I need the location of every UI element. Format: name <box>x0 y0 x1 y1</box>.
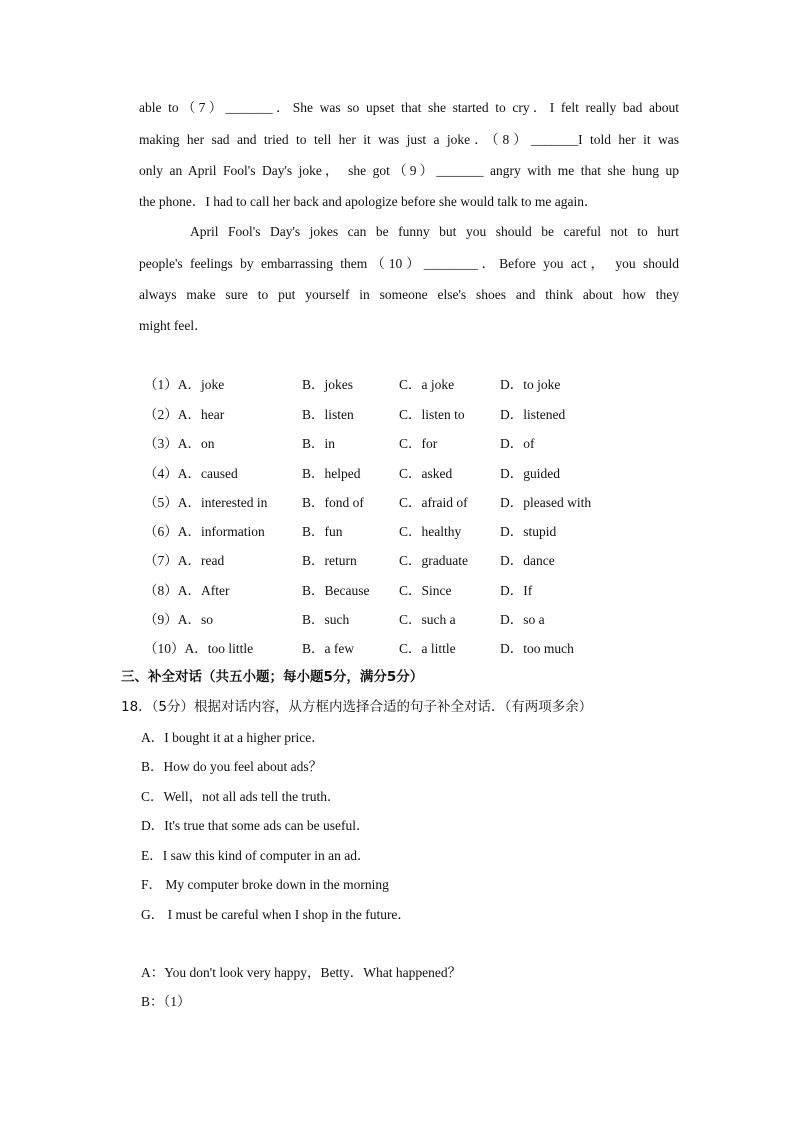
passage-line: people's feelings by embarrassing them（10）________．Before you act， you should <box>139 256 679 271</box>
passage-line: always make sure to put yourself in someone else's shoes and think about how they <box>139 287 679 302</box>
option-b: B．such <box>302 612 350 627</box>
option-row <box>0 551 800 571</box>
option-a: （8）A．After <box>144 583 230 598</box>
option-c: C．a joke <box>399 377 455 392</box>
option-b: B．return <box>302 553 357 568</box>
option-c: C．afraid of <box>399 495 468 510</box>
option-d: D．dance <box>500 553 555 568</box>
passage-line: April Fool's Day's jokes can be funny but you should be careful not to hurt <box>190 224 679 239</box>
option-c: C．for <box>399 436 438 451</box>
option-row <box>0 375 800 395</box>
dialog-line: A：You don't look very happy，Betty．What happened？ <box>141 965 462 980</box>
option-d: D．If <box>500 583 533 598</box>
option-c: C．a little <box>399 641 456 656</box>
option-b: B．Because <box>302 583 370 598</box>
option-d: D．of <box>500 436 535 451</box>
option-b: B．a few <box>302 641 355 656</box>
question-title: 18．（5分）根据对话内容，从方框内选择合适的句子补全对话．（有两项多余） <box>121 699 593 715</box>
passage-line: the phone．I had to call her back and apologize before she would talk to me again． <box>139 194 598 209</box>
passage-line: making her sad and tried to tell her it was just a joke．（8）_______I told her it was <box>139 132 679 147</box>
passage-line: only an April Fool's Day's joke， she got（9）_______ angry with me that she hung up <box>139 163 679 178</box>
option-row <box>0 522 800 542</box>
choice-item: A．I bought it at a higher price． <box>141 730 325 745</box>
option-b: B．jokes <box>302 377 354 392</box>
option-c: C．such a <box>399 612 456 627</box>
choice-item: B．How do you feel about ads？ <box>141 759 323 774</box>
option-a: （4）A．caused <box>144 466 238 481</box>
option-a: （3）A．on <box>144 436 215 451</box>
choice-item: G． I must be careful when I shop in the future． <box>141 907 411 922</box>
dialog-line: B：（1） <box>141 994 191 1009</box>
option-a: （10）A．too little <box>144 641 254 656</box>
choice-item: C．Well，not all ads tell the truth． <box>141 789 341 804</box>
option-row <box>0 405 800 425</box>
option-a: （7）A．read <box>144 553 225 568</box>
option-c: C．Since <box>399 583 452 598</box>
choice-item: E．I saw this kind of computer in an ad． <box>141 848 371 863</box>
option-a: （6）A．information <box>144 524 265 539</box>
choice-item: D．It's true that some ads can be useful． <box>141 818 370 833</box>
option-a: （2）A．hear <box>144 407 225 422</box>
option-a: （9）A．so <box>144 612 214 627</box>
option-a: （5）A．interested in <box>144 495 268 510</box>
section-heading: 三、补全对话（共五小题；每小题5分，满分5分） <box>121 669 424 685</box>
option-a: （1）A．joke <box>144 377 225 392</box>
option-d: D．guided <box>500 466 560 481</box>
option-row <box>0 639 800 659</box>
option-row <box>0 464 800 484</box>
option-d: D．too much <box>500 641 574 656</box>
option-b: B．in <box>302 436 336 451</box>
option-row <box>0 493 800 513</box>
option-d: D．pleased with <box>500 495 592 510</box>
passage-line: might feel． <box>139 318 208 333</box>
option-c: C．listen to <box>399 407 465 422</box>
option-d: D．to joke <box>500 377 561 392</box>
option-d: D．listened <box>500 407 566 422</box>
choice-item: F． My computer broke down in the morning <box>141 877 389 892</box>
option-c: C．graduate <box>399 553 468 568</box>
option-d: D．stupid <box>500 524 557 539</box>
option-d: D．so a <box>500 612 545 627</box>
option-row <box>0 610 800 630</box>
option-row <box>0 581 800 601</box>
option-c: C．healthy <box>399 524 462 539</box>
option-b: B．fond of <box>302 495 364 510</box>
passage-line: able to（7）_______．She was so upset that she started to cry．I felt really bad about <box>139 100 679 115</box>
option-b: B．helped <box>302 466 361 481</box>
option-b: B．fun <box>302 524 343 539</box>
option-c: C．asked <box>399 466 453 481</box>
option-row <box>0 434 800 454</box>
option-b: B．listen <box>302 407 354 422</box>
